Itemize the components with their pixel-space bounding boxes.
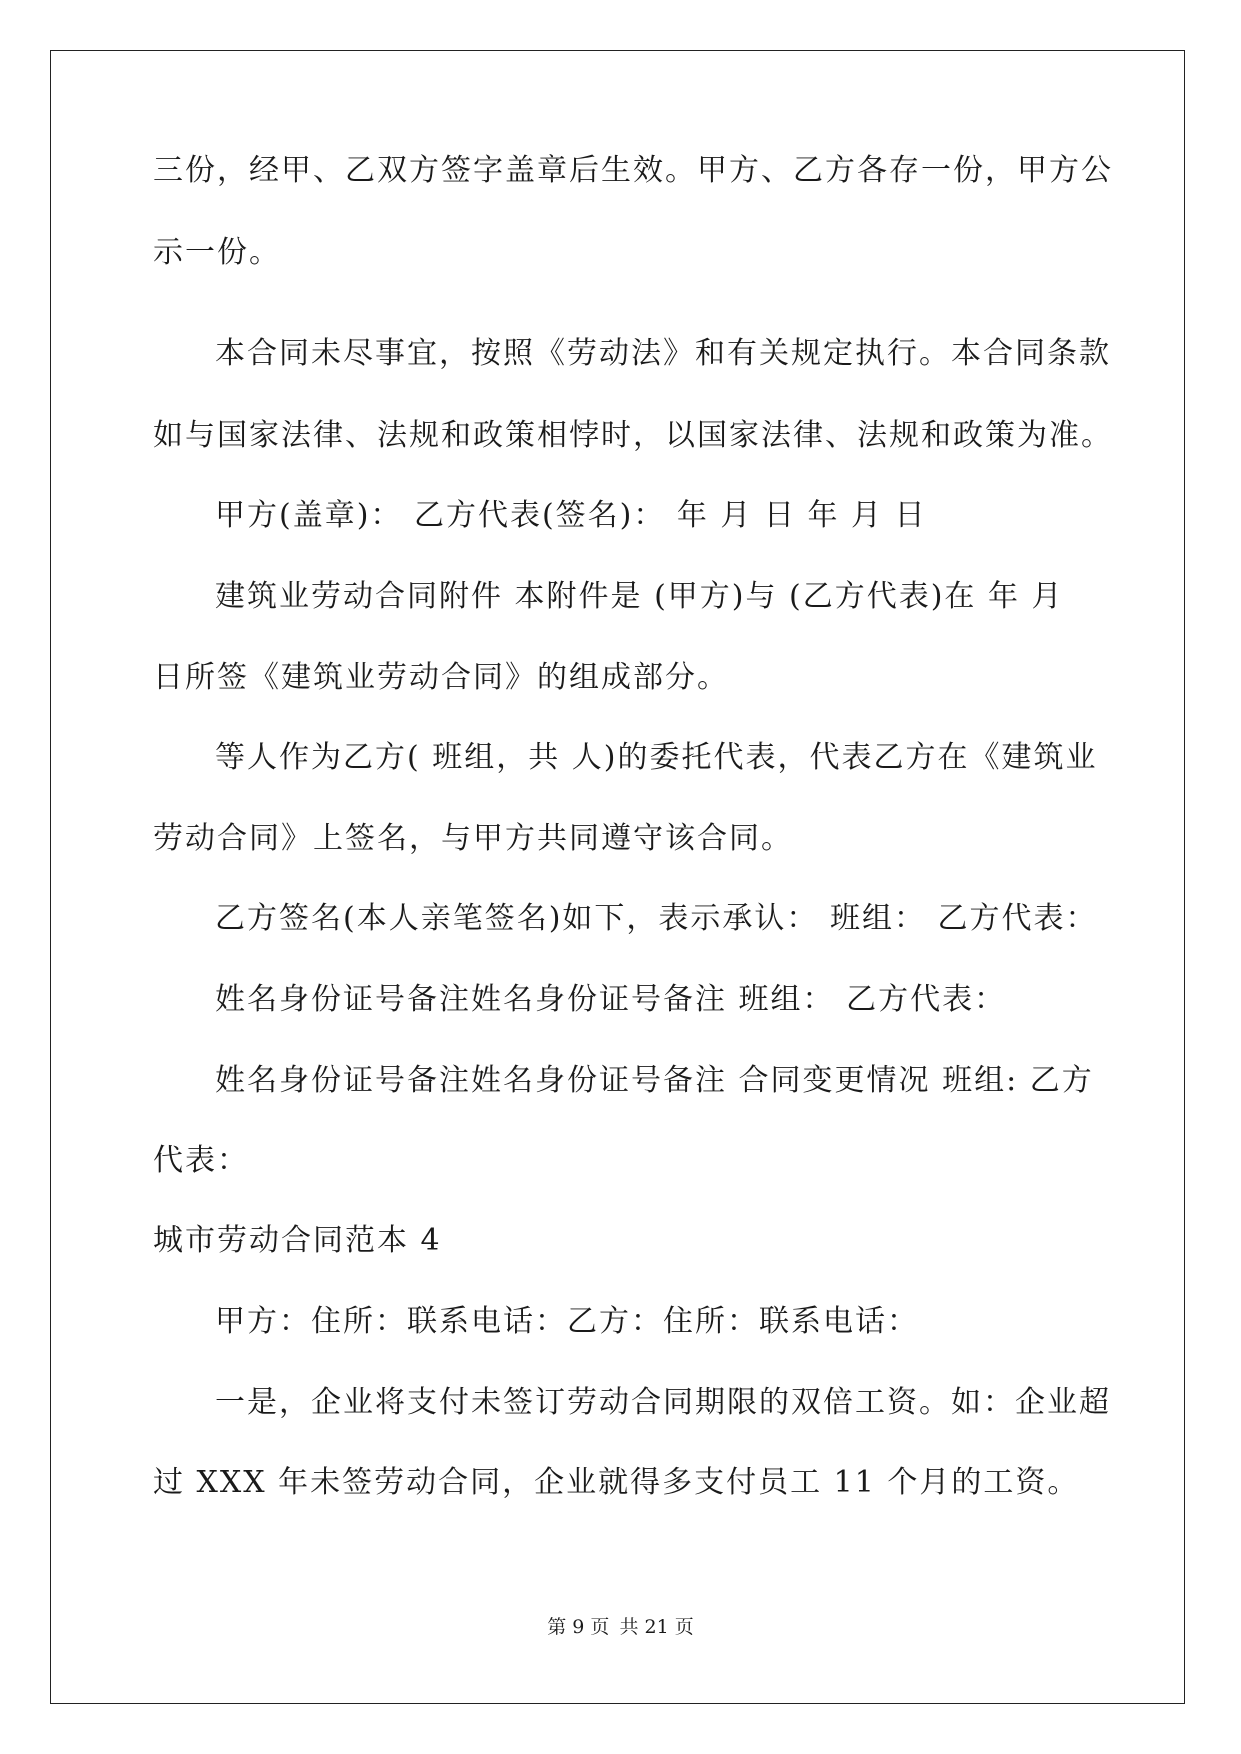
paragraph-line: 示一份。 bbox=[153, 235, 281, 270]
paragraph-line: 本合同未尽事宜，按照《劳动法》和有关规定执行。本合同条款 bbox=[215, 336, 1111, 371]
signature-line: 甲方(盖章)： 乙方代表(签名)： 年 月 日 年 月 日 bbox=[215, 498, 927, 533]
paragraph-line: 姓名身份证号备注姓名身份证号备注 合同变更情况 班组: 乙方 bbox=[215, 1063, 1094, 1098]
paragraph-line: 姓名身份证号备注姓名身份证号备注 班组： 乙方代表： bbox=[215, 982, 1007, 1017]
paragraph-line: 乙方签名(本人亲笔签名)如下，表示承认： 班组： 乙方代表： bbox=[215, 901, 1098, 936]
paragraph-line: 甲方：住所：联系电话：乙方：住所：联系电话： bbox=[215, 1304, 919, 1339]
paragraph-line: 日所签《建筑业劳动合同》的组成部分。 bbox=[153, 660, 729, 695]
page-footer bbox=[0, 1612, 1241, 1639]
paragraph-line: 等人作为乙方( 班组，共 人)的委托代表，代表乙方在《建筑业 bbox=[215, 740, 1098, 775]
page-number: 第 9 页 bbox=[547, 1616, 610, 1638]
paragraph-line: 如与国家法律、法规和政策相悖时，以国家法律、法规和政策为准。 bbox=[153, 418, 1113, 453]
paragraph-line: 过 XXX 年未签劳动合同，企业就得多支付员工 11 个月的工资。 bbox=[153, 1465, 1080, 1500]
page-border bbox=[50, 50, 1185, 1704]
paragraph-line: 三份，经甲、乙双方签字盖章后生效。甲方、乙方各存一份，甲方公 bbox=[153, 153, 1113, 188]
paragraph-line: 劳动合同》上签名，与甲方共同遵守该合同。 bbox=[153, 821, 793, 856]
paragraph-line: 代表： bbox=[153, 1143, 249, 1178]
paragraph-line: 建筑业劳动合同附件 本附件是 (甲方)与 (乙方代表)在 年 月 bbox=[215, 579, 1064, 614]
paragraph-line: 一是，企业将支付未签订劳动合同期限的双倍工资。如：企业超 bbox=[215, 1385, 1111, 1420]
page-total: 共 21 页 bbox=[619, 1616, 694, 1638]
section-heading: 城市劳动合同范本 4 bbox=[153, 1223, 442, 1258]
